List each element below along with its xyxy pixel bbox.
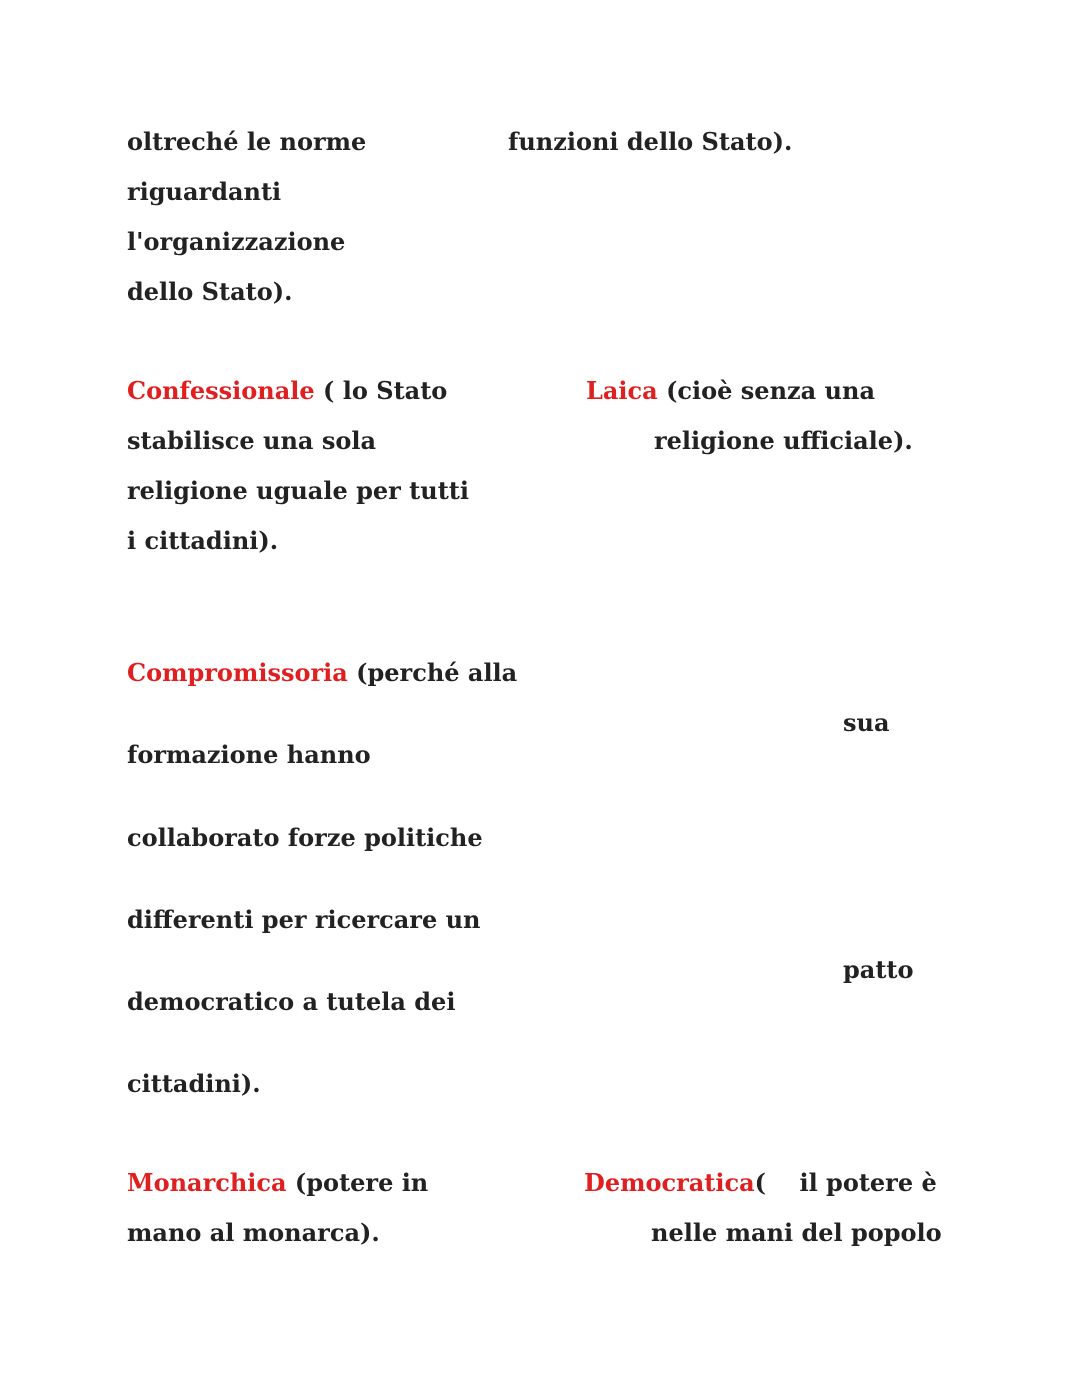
laica-heading (586, 376, 875, 406)
text-line: differenti per ricercare un (127, 905, 481, 934)
text-line: i cittadini). (127, 526, 279, 555)
text-word: patto (843, 955, 914, 984)
text-fragment: (cioè senza una (657, 376, 876, 405)
term-confessionale: Confessionale (127, 376, 315, 405)
text-line: mano al monarca). (127, 1218, 380, 1247)
term-compromissoria: Compromissoria (127, 658, 348, 687)
compromissoria-heading (127, 658, 517, 688)
text-line: democratico a tutela dei (127, 987, 456, 1016)
confessionale-heading (127, 376, 447, 406)
text-line: funzioni dello Stato). (508, 127, 793, 156)
text-line: collaborato forze politiche (127, 823, 483, 852)
term-monarchica: Monarchica (127, 1168, 287, 1197)
text-line: stabilisce una sola (127, 426, 377, 455)
text-line: dello Stato). (127, 277, 293, 306)
text-line: religione uguale per tutti (127, 476, 469, 505)
term-democratica: Democratica (584, 1168, 755, 1197)
text-fragment: (potere in (286, 1168, 429, 1197)
text-line: l'organizzazione (127, 227, 346, 256)
text-line: cittadini). (127, 1069, 261, 1098)
text-line: riguardanti (127, 177, 282, 206)
text-line: formazione hanno (127, 740, 371, 769)
text-line: oltreché le norme (127, 127, 367, 156)
text-fragment: (perché alla (347, 658, 518, 687)
monarchica-heading (127, 1168, 428, 1198)
text-line: religione ufficiale). (654, 426, 913, 455)
text-fragment: ( il potere è (754, 1168, 937, 1197)
text-line: nelle mani del popolo (651, 1218, 942, 1247)
term-laica: Laica (586, 376, 658, 405)
text-fragment: ( lo Stato (314, 376, 448, 405)
text-word: sua (843, 708, 890, 737)
democratica-heading (584, 1168, 937, 1198)
